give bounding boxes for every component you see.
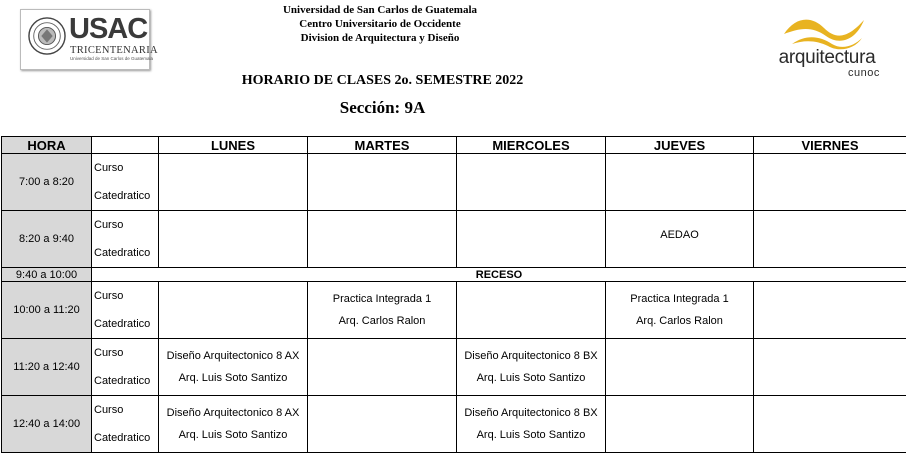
arquitectura-wordmark: arquitectura (778, 47, 876, 68)
class-cell (159, 282, 308, 339)
class-cell (606, 211, 754, 268)
teacher-name: Arq. Luis Soto Santizo (178, 429, 288, 441)
class-cell (754, 282, 906, 339)
page-title: HORARIO DE CLASES 2o. SEMESTRE 2022 (241, 73, 524, 88)
recess-row (2, 268, 906, 282)
teacher-name: Arq. Luis Soto Santizo (476, 429, 586, 441)
curso-label: Curso (94, 289, 124, 302)
course-name: Diseño Arquitectonico 8 AX (166, 350, 300, 362)
class-cell (457, 154, 606, 211)
time-slot: 7:00 a 8:20 (2, 154, 92, 211)
class-cell (606, 396, 754, 453)
table-row (2, 282, 906, 339)
course-name: Diseño Arquitectonico 8 BX (464, 407, 598, 419)
usac-logo (20, 9, 158, 70)
time-slot: 11:20 a 12:40 (2, 339, 92, 396)
time-slot: 8:20 a 9:40 (2, 211, 92, 268)
row-labels (92, 339, 159, 396)
course-name: Diseño Arquitectonico 8 BX (464, 350, 598, 362)
class-cell (457, 339, 606, 396)
table-row (2, 154, 906, 211)
course-name: Practica Integrada 1 (332, 293, 432, 305)
university-name: Universidad de San Carlos de Guatemala (282, 4, 478, 16)
arquitectura-mark-icon (782, 14, 866, 50)
hora-header: HORA (2, 137, 92, 154)
teacher-name: Arq. Carlos Ralon (636, 315, 723, 327)
usac-wordmark: USAC (69, 13, 148, 45)
header-row (2, 137, 906, 154)
class-cell (457, 211, 606, 268)
institution-block (225, 3, 535, 45)
teacher-name: Arq. Carlos Ralon (338, 315, 426, 327)
arquitectura-logo (768, 14, 888, 80)
recess-time: 9:40 a 10:00 (2, 268, 92, 282)
curso-label: Curso (94, 218, 124, 231)
row-labels (92, 282, 159, 339)
class-cell (308, 282, 457, 339)
table-row (2, 339, 906, 396)
class-cell (159, 339, 308, 396)
day-header-jueves: JUEVES (606, 137, 754, 154)
table-row (2, 211, 906, 268)
class-cell (754, 339, 906, 396)
class-cell (754, 211, 906, 268)
day-header-lunes: LUNES (159, 137, 308, 154)
class-cell (457, 396, 606, 453)
teacher-name: Arq. Luis Soto Santizo (178, 372, 288, 384)
row-labels (92, 154, 159, 211)
time-slot: 10:00 a 11:20 (2, 282, 92, 339)
class-cell (754, 396, 906, 453)
row-labels (92, 396, 159, 453)
table-row (2, 396, 906, 453)
teacher-name: Arq. Luis Soto Santizo (476, 372, 586, 384)
class-cell (159, 154, 308, 211)
class-cell (457, 282, 606, 339)
class-cell (308, 396, 457, 453)
row-labels (92, 211, 159, 268)
curso-label: Curso (94, 161, 124, 174)
curso-label: Curso (94, 346, 124, 359)
day-header-miercoles: MIERCOLES (457, 137, 606, 154)
course-name: AEDAO (660, 229, 699, 241)
arquitectura-sub: cunoc (848, 67, 880, 79)
catedratico-label: Catedratico (94, 189, 151, 202)
catedratico-label: Catedratico (94, 431, 151, 444)
class-cell (606, 154, 754, 211)
class-cell (159, 211, 308, 268)
catedratico-label: Catedratico (94, 246, 151, 259)
class-cell (606, 282, 754, 339)
course-name: Diseño Arquitectonico 8 AX (166, 407, 300, 419)
class-cell (308, 339, 457, 396)
document-header (0, 0, 906, 135)
catedratico-label: Catedratico (94, 317, 151, 330)
label-header (92, 137, 159, 154)
curso-label: Curso (94, 403, 124, 416)
class-cell (754, 154, 906, 211)
class-cell (308, 154, 457, 211)
center-name: Centro Universitario de Occidente (299, 18, 461, 30)
course-name: Practica Integrada 1 (630, 293, 729, 305)
day-header-martes: MARTES (308, 137, 457, 154)
time-slot: 12:40 a 14:00 (2, 396, 92, 453)
usac-tagline: Universidad de San Carlos de Guatemala (70, 56, 154, 61)
catedratico-label: Catedratico (94, 374, 151, 387)
section-label: Sección: 9A (339, 98, 426, 117)
usac-subtitle: TRICENTENARIA (70, 45, 158, 56)
schedule-table (1, 136, 906, 453)
recess-label: RECESO (92, 268, 906, 282)
class-cell (308, 211, 457, 268)
usac-seal-icon (28, 17, 66, 55)
day-header-viernes: VIERNES (754, 137, 906, 154)
class-cell (159, 396, 308, 453)
class-cell (606, 339, 754, 396)
division-name: Division de Arquitectura y Diseño (300, 32, 460, 44)
